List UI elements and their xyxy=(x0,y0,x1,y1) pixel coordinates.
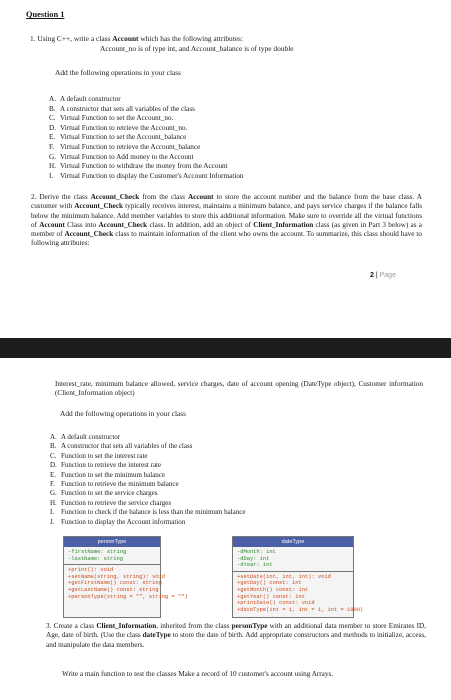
text-run: 2. Derive the class xyxy=(31,193,91,201)
operation-letter: I. xyxy=(49,171,54,180)
operation-letter: C. xyxy=(50,451,57,460)
text-run: with an additional data member to store Emirates ID, Age, date of birth. (Use the class xyxy=(46,622,426,640)
q1-text-suffix: which has the following attributes: xyxy=(138,34,243,43)
q1-attributes: Account_no is of type int, and Account_balance is of type double xyxy=(100,44,294,53)
bold-term: Account xyxy=(39,220,65,229)
uml-attribute: -firstName: string xyxy=(68,549,127,555)
operation-letter: E. xyxy=(50,470,57,479)
uml-method: +getLastName() const: string xyxy=(68,586,159,593)
operation-text: Function to retrieve the service charges xyxy=(61,498,172,507)
page-number-sep: | xyxy=(373,272,380,279)
operation-text: Function to retrieve the interest rate xyxy=(61,461,162,470)
operation-text: Virtual Function to Add money to the Account xyxy=(60,152,194,161)
page-number-value: 2 xyxy=(370,272,374,279)
operation-item xyxy=(50,499,245,508)
bold-term: Client_Information xyxy=(96,622,157,630)
operation-letter: D. xyxy=(50,461,57,470)
operation-item xyxy=(50,471,245,480)
q1-statement xyxy=(30,34,243,43)
bold-term: Account xyxy=(187,193,214,201)
text-run: Class into xyxy=(64,220,99,229)
q3-paragraph xyxy=(46,622,426,650)
operation-item xyxy=(50,518,245,527)
operation-item xyxy=(50,489,245,498)
operations-list-2 xyxy=(50,433,245,527)
operation-letter: B. xyxy=(49,104,56,113)
uml-persontype-attributes xyxy=(64,547,160,564)
operation-item xyxy=(49,153,244,163)
operation-letter: G. xyxy=(49,152,56,161)
operation-item xyxy=(50,508,245,517)
question-heading: Question 1 xyxy=(26,10,65,19)
uml-persontype xyxy=(63,536,188,618)
operation-text: Virtual Function to withdraw the money from the Account xyxy=(60,162,228,171)
operation-item xyxy=(49,95,244,105)
operation-letter: F. xyxy=(50,480,56,489)
operation-item xyxy=(49,105,244,115)
operation-item xyxy=(49,143,244,153)
operation-text: Virtual Function to set the Account_balance xyxy=(60,133,187,142)
operation-item xyxy=(50,452,245,461)
operation-item xyxy=(49,124,244,134)
operation-text: A constructor that sets all variables of the class xyxy=(61,442,193,451)
operation-letter: F. xyxy=(49,142,55,151)
text-run: , inherited from the class xyxy=(156,622,232,630)
uml-method: +getYear() const: int xyxy=(237,593,305,600)
uml-method: +printDate() const: void xyxy=(237,600,315,607)
operation-text: Function to display the Account information xyxy=(61,517,186,526)
operation-text: A constructor that sets all variables of the class xyxy=(60,104,195,113)
uml-method: +setDate(int, int, int): void xyxy=(237,573,331,580)
operation-text: Function to check if the balance is less than the minimum balance xyxy=(61,508,246,517)
document-page-2 xyxy=(0,358,451,700)
document-page-1 xyxy=(0,0,451,338)
operation-item xyxy=(49,172,244,182)
operation-letter: H. xyxy=(49,162,56,171)
uml-datetype xyxy=(232,536,364,618)
text-run: typically receives interest, maintains a minimum balance, and pays service charges if the balance falls below the minimum balance. Add member variables to store this additional information. Make sure to override all the virtual functions of xyxy=(31,202,422,229)
operation-item xyxy=(49,162,244,172)
operation-text: A default constructor xyxy=(61,433,121,441)
uml-persontype-methods xyxy=(64,564,188,602)
uml-method: +getMonth() const: int xyxy=(237,586,309,593)
page-separator xyxy=(0,338,451,358)
operation-text: Virtual Function to set the Account_no. xyxy=(60,114,174,123)
operation-item xyxy=(49,114,244,124)
operation-text: Function to set the interest rate xyxy=(61,451,148,460)
bold-term: personType xyxy=(231,622,268,630)
bold-term: Client_Information xyxy=(253,220,314,229)
main-function-instruction: Write a main function to test the classes Make a record of 10 customer's account using Arrays. xyxy=(62,670,334,678)
uml-attribute: -dYear: int xyxy=(237,562,273,569)
operation-letter: D. xyxy=(49,123,56,132)
operation-text: Function to set the minimum balance xyxy=(61,470,166,479)
operation-item xyxy=(50,461,245,470)
operation-letter: G. xyxy=(50,489,57,498)
operation-letter: A. xyxy=(50,433,57,441)
operation-item xyxy=(50,433,245,442)
bold-term: Account_Check xyxy=(98,220,148,229)
uml-method: +dateType(int = 1, int = 1, int = 1900) xyxy=(237,606,364,613)
uml-method: +getDay() const: int xyxy=(237,580,302,587)
ops-intro: Add the following operations in your class xyxy=(55,68,182,77)
uml-method: +print(): void xyxy=(68,567,114,574)
text-run: class. In addition, add an object of xyxy=(147,220,254,229)
q2-paragraph xyxy=(31,193,422,249)
operations-list xyxy=(49,95,244,181)
page-number-word: Page xyxy=(379,272,396,279)
text-run: class (as given in Part 3 below) as a member of xyxy=(31,220,422,239)
bold-term: dateType xyxy=(142,631,171,640)
text-run: from the class xyxy=(139,193,188,201)
uml-method: +getFirstName() const: string xyxy=(68,580,162,587)
operation-text: Virtual Function to display the Customer's Account Information xyxy=(60,171,244,180)
operation-letter: I. xyxy=(50,508,55,517)
operation-item xyxy=(49,133,244,143)
ops-intro-2: Add the following operations in your class xyxy=(60,409,187,418)
uml-method: +personType(string = "", string = "") xyxy=(68,593,188,600)
bold-term: Account_Check xyxy=(90,193,140,201)
text-run: to store the account number and the balance from the base class. A customer with xyxy=(31,193,422,211)
uml-datetype-title: dateType xyxy=(233,537,353,547)
uml-attribute: -lastName: string xyxy=(68,555,123,562)
text-run: 3. Create a class xyxy=(46,622,97,630)
text-run: class to maintain information of the client who owns the account. To summarize, this class should have to following attributes: xyxy=(31,230,422,248)
operation-text: Function to retrieve the minimum balance xyxy=(61,480,179,489)
operation-letter: H. xyxy=(50,498,57,507)
q1-text: 1. Using C++, write a class xyxy=(30,34,113,43)
uml-attribute: -dDay: int xyxy=(237,555,270,562)
uml-datetype-attributes xyxy=(233,547,353,571)
uml-persontype-title: personType xyxy=(64,537,160,547)
page-number xyxy=(370,272,396,279)
operation-letter: E. xyxy=(49,133,56,142)
operation-item xyxy=(50,480,245,489)
q2-continuation: Interest_rate, minimum balance allowed, service charges, date of account opening (DateType object), Customer information (Client_Information object) xyxy=(55,380,423,398)
operation-letter: C. xyxy=(49,114,56,123)
operation-text: Virtual Function to retrieve the Account_no. xyxy=(60,123,188,132)
operation-letter: B. xyxy=(50,442,57,451)
uml-attribute: -dMonth: int xyxy=(237,549,276,555)
class-name-account: Account xyxy=(112,34,139,43)
operation-text: Function to set the service charges xyxy=(61,489,158,498)
operation-letter: J. xyxy=(50,517,55,526)
operation-text: A default constructor xyxy=(60,95,121,103)
uml-datetype-methods xyxy=(233,571,364,616)
bold-term: Account_Check xyxy=(74,202,124,211)
operation-text: Virtual Function to retrieve the Account_balance xyxy=(60,142,201,151)
uml-method: +setName(string, string): void xyxy=(68,573,166,580)
operation-item xyxy=(50,442,245,451)
operation-letter: A. xyxy=(49,95,56,103)
bold-term: Account_Check xyxy=(64,230,114,239)
text-run: to store the date of birth. Add appropriate constructors and methods to initialize, access, and manipulate the data members. xyxy=(46,631,426,649)
